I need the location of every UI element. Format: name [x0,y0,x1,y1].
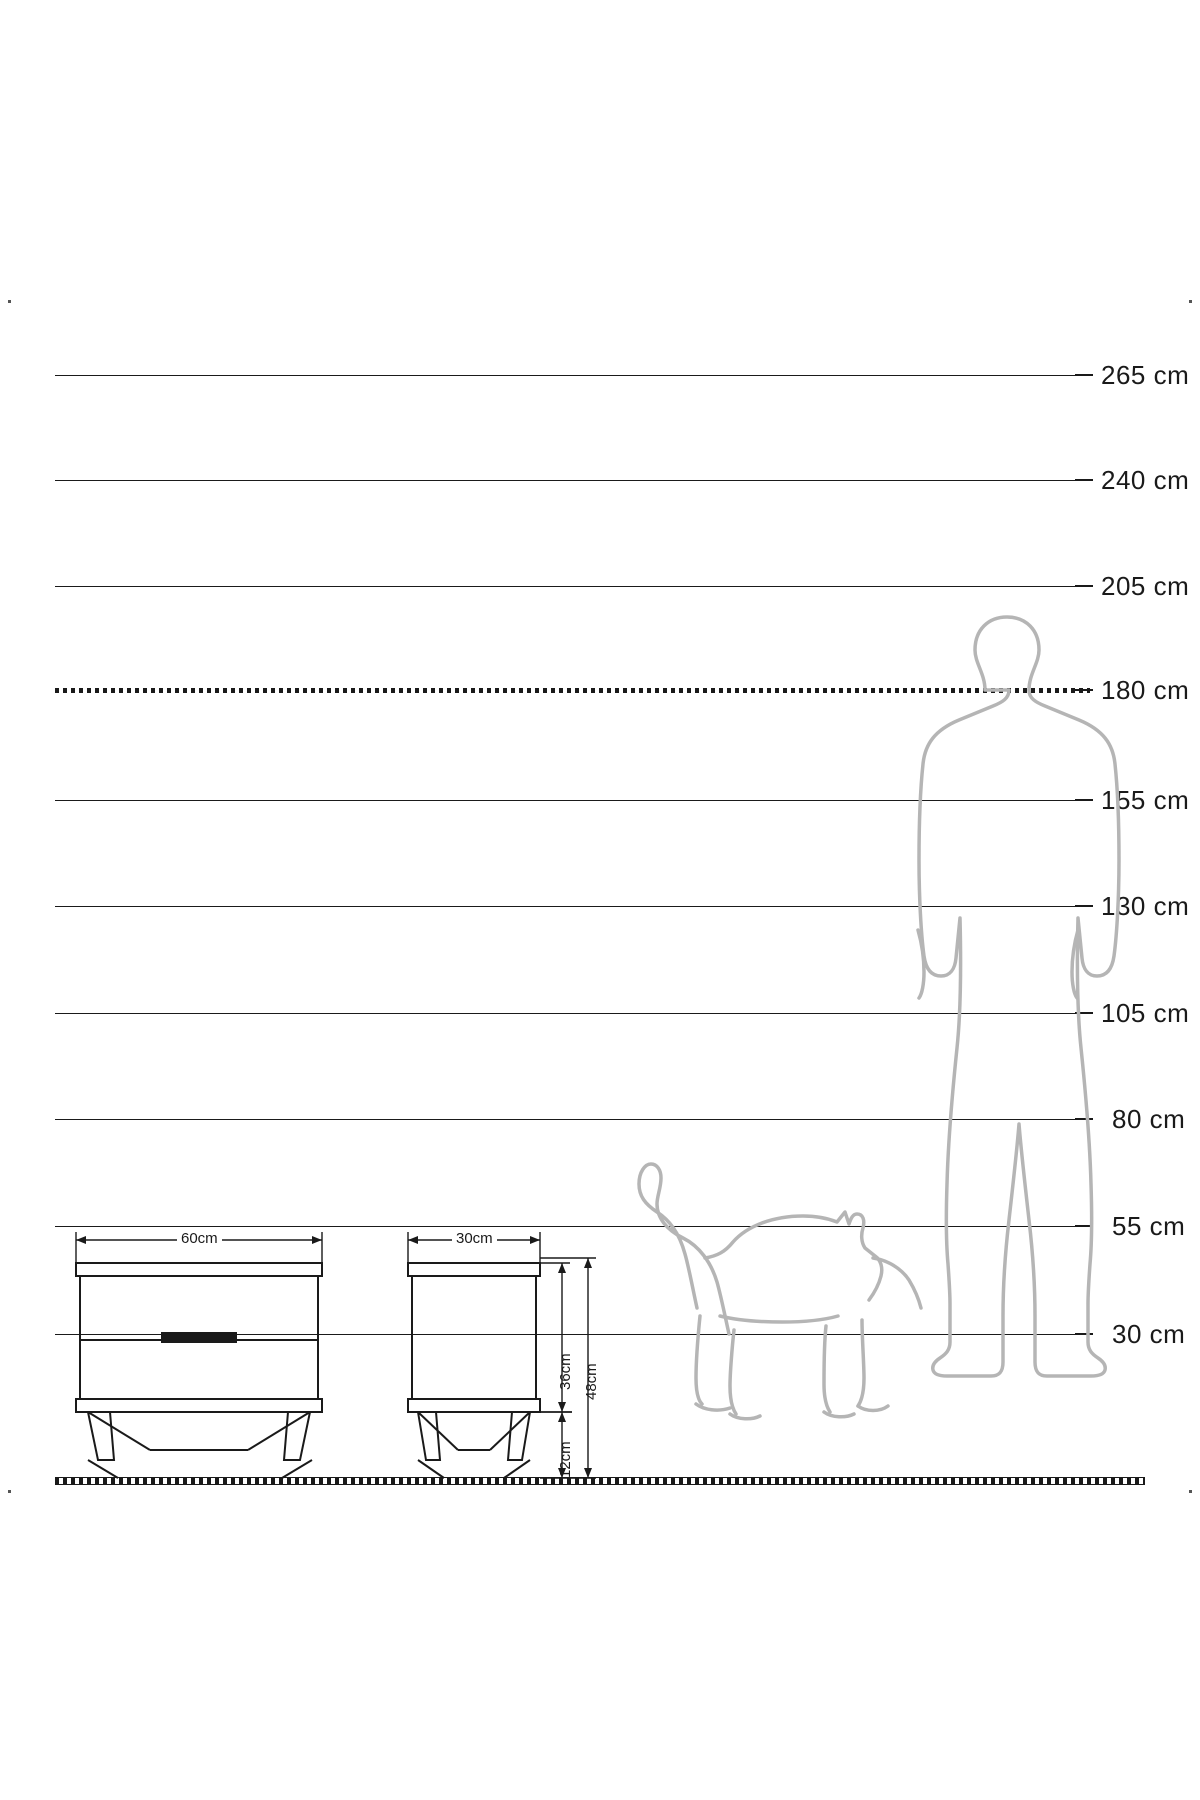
scale-label-30: 30 cm [1112,1319,1186,1349]
scale-label-55: 55 cm [1112,1211,1186,1241]
dimension-label-height-12: 12cm [557,1441,574,1478]
dimension-label-cabinet-width: 30cm [452,1231,497,1246]
dimension-label-height-48: 48cm [583,1363,600,1400]
scale-label-155: 155 cm [1101,785,1190,815]
scale-label-105: 105 cm [1101,998,1190,1028]
nightstand-with-drawer [76,1263,322,1478]
cat-silhouette [639,1164,921,1419]
scale-label-80: 80 cm [1112,1104,1186,1134]
dimension-label-height-36: 36cm [557,1353,574,1390]
man-silhouette [918,617,1119,1376]
scale-label-265: 265 cm [1101,360,1190,390]
scale-label-240: 240 cm [1101,465,1190,495]
scale-label-180: 180 cm [1101,675,1190,705]
dimension-label-nightstand-width: 60cm [177,1231,222,1246]
scale-label-205: 205 cm [1101,571,1190,601]
dimension-lines [76,1232,596,1478]
small-side-cabinet [408,1263,540,1478]
scale-label-130: 130 cm [1101,891,1190,921]
